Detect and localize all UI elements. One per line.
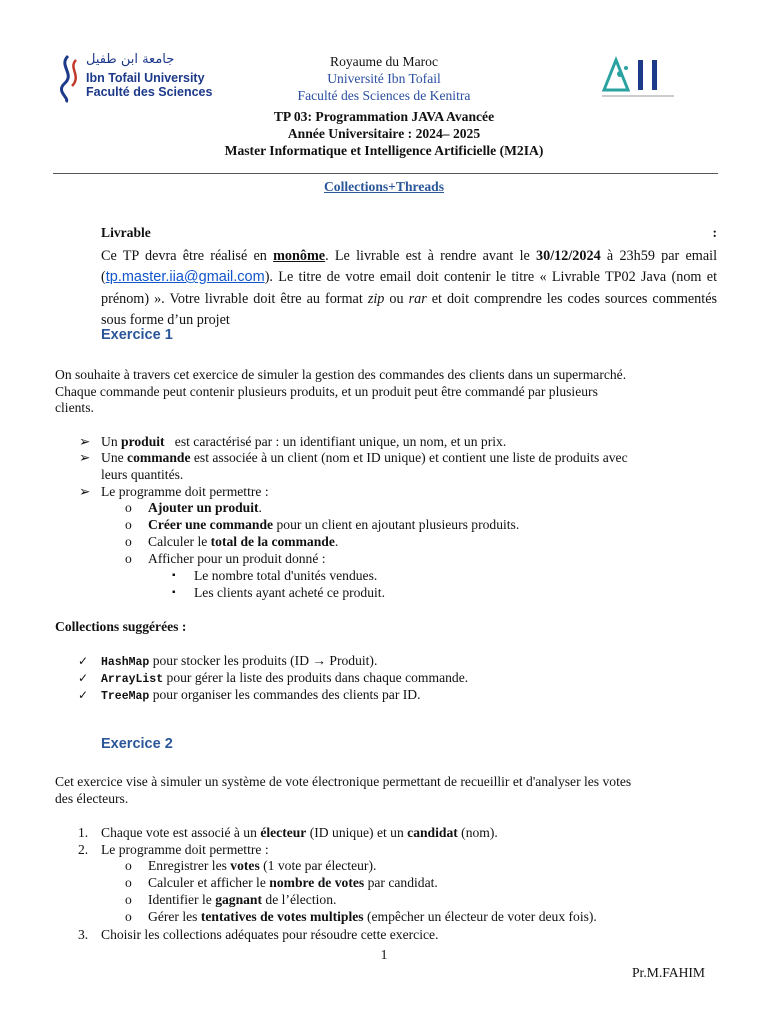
exercise-2-title: Exercice 2 — [101, 736, 173, 752]
circle-bullet-icon: o — [125, 875, 132, 890]
ex1-option: Créer une commande pour un client en ajoutant plusieurs produits. — [148, 517, 520, 532]
collection-item: TreeMap pour organiser les commandes des clients par ID. — [101, 687, 421, 703]
ex2-intro-line: des électeurs. — [55, 790, 129, 806]
list-number: 3. — [78, 927, 89, 942]
ex1-sub-option: Le nombre total d'unités vendues. — [194, 568, 378, 583]
arrow-icon: ➢ — [79, 484, 91, 499]
arrow-icon: ➢ — [79, 434, 91, 449]
master-program: Master Informatique et Intelligence Artificielle (M2IA) — [224, 143, 544, 158]
academic-year: Année Universitaire : 2024– 2025 — [287, 126, 481, 141]
ex1-intro-line: On souhaite à travers cet exercice de simuler la gestion des commandes des clients dans un supermarché. — [55, 367, 627, 382]
ex2-item: Choisir les collections adéquates pour résoudre cette exercice. — [101, 927, 439, 942]
check-icon: ✓ — [78, 671, 89, 685]
ex1-option: Ajouter un produit. — [148, 500, 262, 515]
subject-title: Collections+Threads — [323, 179, 445, 194]
livrable-heading — [101, 225, 717, 242]
ex1-sub-option: Les clients ayant acheté ce produit. — [194, 585, 385, 600]
faculty-english-name: Faculté des Sciences — [86, 85, 213, 99]
ex2-intro-line: Cet exercice vise à simuler un système de vote électronique permettant de recueillir et d'analyser les votes — [55, 774, 632, 789]
livrable-label: Livrable — [101, 225, 151, 240]
ex2-option: Calculer et afficher le nombre de votes par candidat. — [148, 875, 438, 890]
arrow-icon: ➢ — [79, 450, 91, 465]
list-number: 2. — [78, 842, 89, 857]
ex2-option: Identifier le gagnant de l’élection. — [148, 892, 337, 907]
circle-bullet-icon: o — [125, 892, 132, 907]
collection-item: ArrayList pour gérer la liste des produits dans chaque commande. — [101, 670, 469, 686]
check-icon: ✓ — [78, 654, 89, 668]
email-link[interactable]: tp.master.iia@gmail.com — [105, 269, 265, 285]
livrable-colon: : — [712, 225, 717, 240]
circle-bullet-icon: o — [125, 858, 132, 873]
ex1-option: Calculer le total de la commande. — [148, 534, 339, 549]
list-number: 1. — [78, 825, 89, 840]
ex2-option: Enregistrer les votes (1 vote par électeur). — [148, 858, 377, 873]
square-bullet-icon: ▪ — [172, 587, 176, 598]
ex1-bullet-commande: Une commande est associée à un client (nom et ID unique) et contient une liste de produits avec leurs quantités. — [101, 450, 628, 482]
circle-bullet-icon: o — [125, 500, 132, 515]
ex2-item: Chaque vote est associé à un électeur (ID unique) et un candidat (nom). — [101, 825, 498, 840]
check-icon: ✓ — [78, 688, 89, 702]
collection-item: HashMap pour stocker les produits (ID → Produit). — [101, 653, 378, 669]
tp-title: TP 03: Programmation JAVA Avancée — [273, 109, 495, 124]
ex1-intro-line: Chaque commande peut contenir plusieurs produits, et un produit peut être commandé par plusieurs — [55, 383, 598, 399]
header-university: Université Ibn Tofail — [327, 71, 441, 86]
aii-caption: AII — [598, 52, 600, 53]
ex1-intro-line: clients. — [55, 400, 94, 415]
circle-bullet-icon: o — [125, 909, 132, 924]
circle-bullet-icon: o — [125, 534, 132, 549]
exercise-1-title: Exercice 1 — [101, 327, 173, 343]
author: Pr.M.FAHIM — [632, 965, 706, 980]
page-number: 1 — [380, 947, 388, 962]
header-country: Royaume du Maroc — [330, 54, 438, 69]
circle-bullet-icon: o — [125, 551, 132, 566]
due-date: 30/12/2024 — [536, 247, 601, 264]
livrable-text: Ce TP devra être réalisé en monôme. Le livrable est à rendre avant le 30/12/2024 à 23h59 par email (tp.master.iia@gmail.com). Le titre de votre email doit contenir le titre « Livrable TP02 Java (nom et prénom) ». Votre livrable doit être au format zip ou rar et doit comprendre les codes sources commentés sous forme d’un projet — [101, 247, 718, 328]
monome: monôme — [273, 247, 326, 264]
university-arabic-name: جامعة ابن طفيل — [86, 52, 175, 67]
university-english-name: Ibn Tofail University — [86, 71, 205, 85]
ex1-bullet-produit: Un produit est caractérisé par : un identifiant unique, un nom, et un prix. — [101, 434, 507, 449]
circle-bullet-icon: o — [125, 517, 132, 532]
collections-title: Collections suggérées : — [55, 619, 187, 634]
exercise-1-intro — [55, 367, 718, 417]
exercise-2-intro — [55, 774, 718, 807]
livrable-block — [101, 225, 717, 332]
ex2-item: Le programme doit permettre : — [101, 842, 269, 857]
header-faculty: Faculté des Sciences de Kenitra — [297, 88, 471, 103]
header-divider — [53, 173, 718, 174]
ex1-bullet-programme: Le programme doit permettre : — [101, 484, 269, 499]
square-bullet-icon: ▪ — [172, 570, 176, 581]
ex1-option: Afficher pour un produit donné : — [148, 551, 326, 566]
ex2-option: Gérer les tentatives de votes multiples (empêcher un électeur de voter deux fois). — [148, 909, 597, 924]
